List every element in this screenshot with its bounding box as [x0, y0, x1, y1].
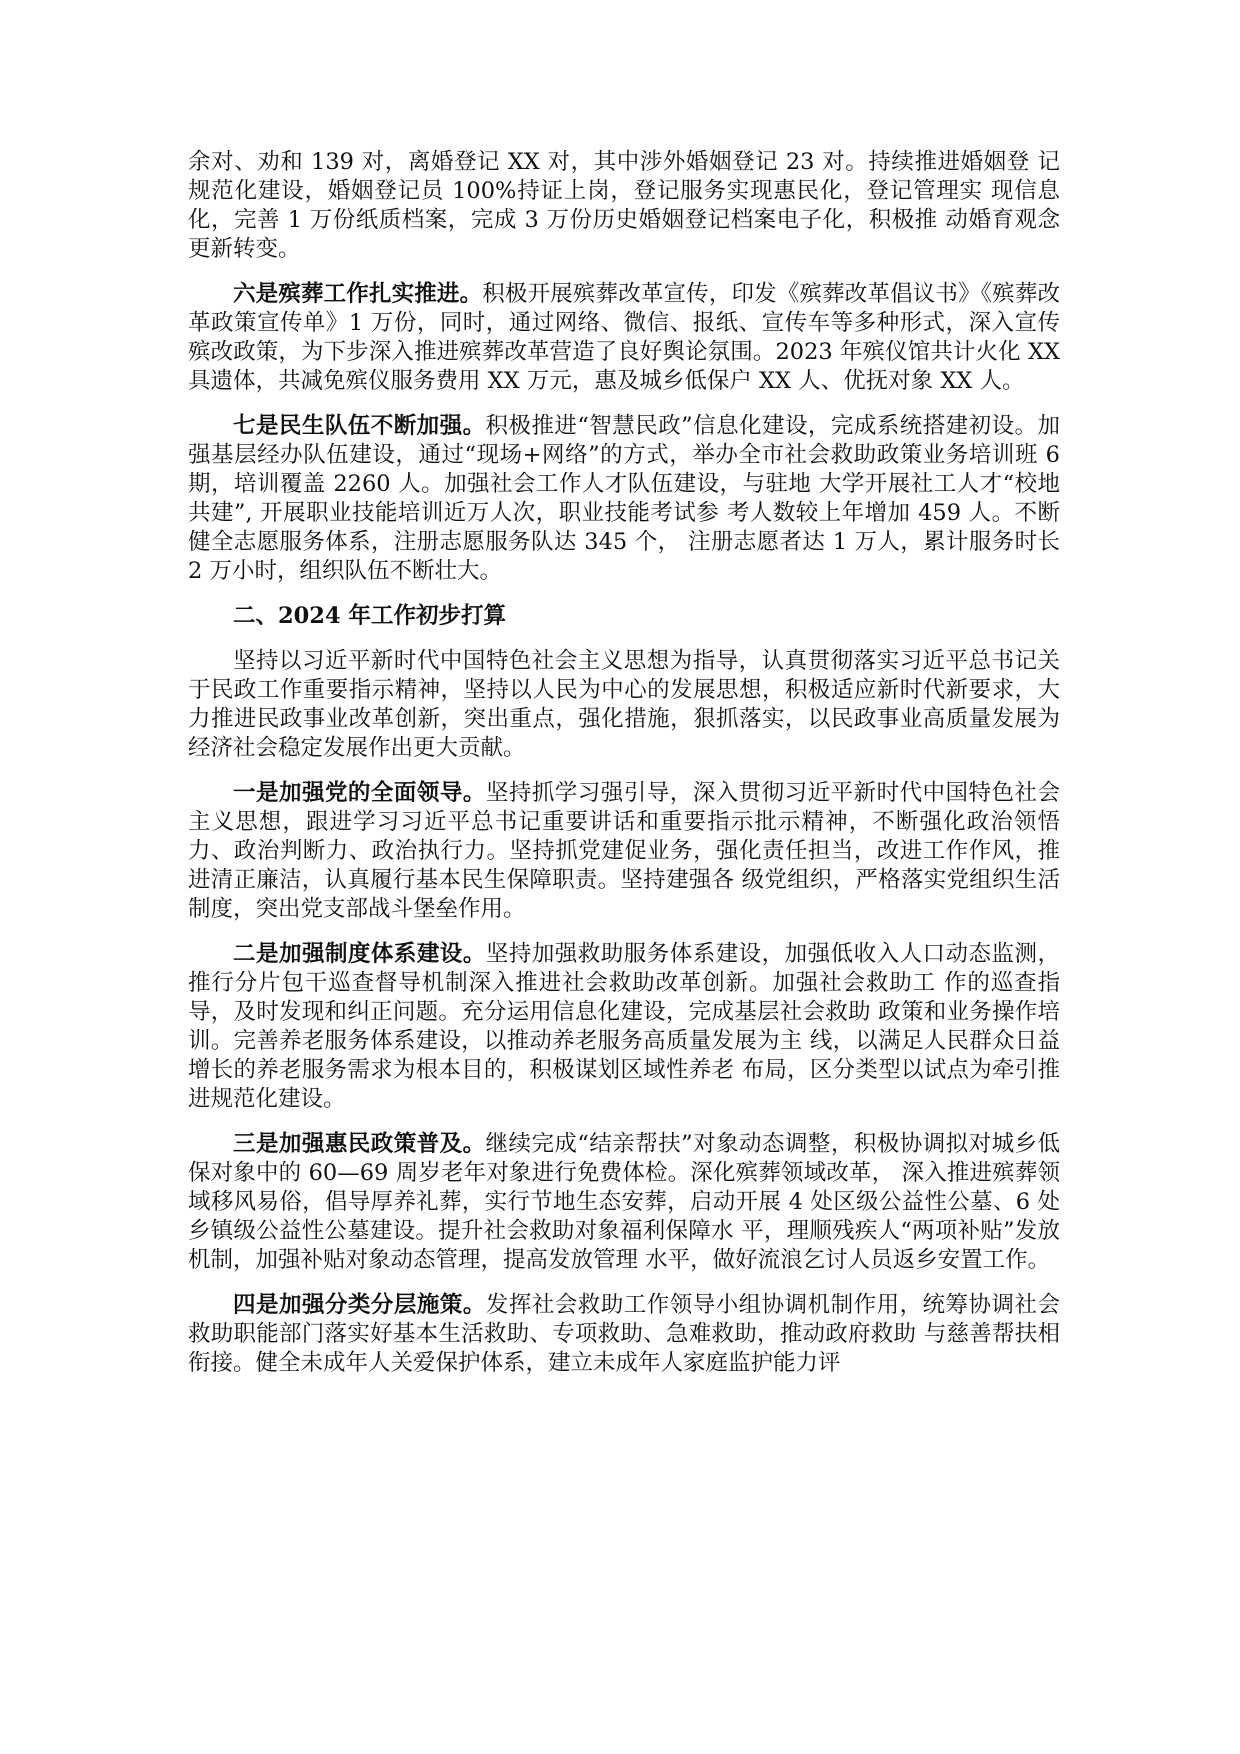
paragraph-lead: 六是殡葬工作扎实推进。 — [233, 281, 483, 307]
paragraph-system-building — [188, 940, 1060, 1114]
paragraph-policy-popularization — [188, 1130, 1060, 1275]
paragraph-party-leadership — [188, 779, 1060, 924]
section-heading-2024-plan: 二、2024 年工作初步打算 — [233, 603, 506, 629]
paragraph-body: 发挥社会救助工作领导小组协调机制作用，统筹协调社会救助职能部门落实好基本生活救助、专项救助、急难救助，推动政府救助 与慈善帮扶相衔接。健全未成年人关爱保护体系，建立未成年人家庭监护能力评 — [188, 1292, 1060, 1376]
paragraph-lead: 三是加强惠民政策普及。 — [233, 1131, 486, 1157]
paragraph-lead: 七是民生队伍不断加强。 — [233, 413, 486, 439]
paragraph-body: 积极开展殡葬改革宣传，印发《殡葬改革倡议书》《殡葬改革政策宣传单》1 万份，同时，通过网络、微信、报纸、宣传车等多种形式，深入宣传殡改政策，为下步深入推进殡葬改革营造了良好舆论氛围。2023 年殡仪馆共计火化 XX 具遗体，共减免殡仪服务费用 XX 万元，惠及城乡低保户 XX 人、优抚对象 XX 人。 — [188, 281, 1060, 394]
paragraph-funeral-work — [188, 280, 1060, 396]
paragraph-body: 继续完成“结亲帮扶”对象动态调整，积极协调拟对城乡低保对象中的 60—69 周岁老年对象进行免费体检。深化殡葬领域改革， 深入推进殡葬领域移风易俗，倡导厚养礼葬，实行节地生态安葬，启动开展 4 处区级公益性公墓、6 处乡镇级公益性公墓建设。提升社会救助对象福利保障水 平，理顺残疾人“两项补贴”发放机制，加强补贴对象动态管理，提高发放管理 水平，做好流浪乞讨人员返乡安置工作。 — [188, 1131, 1060, 1273]
paragraph-lead: 四是加强分类分层施策。 — [233, 1292, 486, 1318]
paragraph-body: 坚持抓学习强引导，深入贯彻习近平新时代中国特色社会主义思想，跟进学习习近平总书记重要讲话和重要指示批示精神，不断强化政治领悟力、政治判断力、政治执行力。坚持抓党建促业务，强化责任担当，改进工作作风，推进清正廉洁，认真履行基本民生保障职责。坚持建强各 级党组织，严格落实党组织生活制度，突出党支部战斗堡垒作用。 — [188, 780, 1060, 922]
paragraph-lead: 二是加强制度体系建设。 — [233, 941, 486, 967]
paragraph-guiding-principle: 坚持以习近平新时代中国特色社会主义思想为指导，认真贯彻落实习近平总书记关于民政工作重要指示精神，坚持以人民为中心的发展思想，积极适应新时代新要求，大力推进民政事业改革创新，突出重点，强化措施，狠抓落实，以民政事业高质量发展为经济社会稳定发展作出更大贡献。 — [188, 648, 1060, 761]
paragraph-livelihood-team — [188, 412, 1060, 586]
paragraph-lead: 一是加强党的全面领导。 — [233, 780, 486, 806]
paragraph-classified-measures — [188, 1291, 1060, 1378]
paragraph-body: 积极推进“智慧民政”信息化建设，完成系统搭建初设。加强基层经办队伍建设，通过“现场+网络”的方式，举办全市社会救助政策业务培训班 6 期，培训覆盖 2260 人。加强社会工作人才队伍建设，与驻地 大学开展社工人才“校地共建”, 开展职业技能培训近万人次，职业技能考试参 考人数较上年增加 459 人。不断健全志愿服务体系，注册志愿服务队达 345 个， 注册志愿者达 1 万人，累计服务时长 2 万小时，组织队伍不断壮大。 — [188, 413, 1060, 584]
paragraph-marriage-registration: 余对、劝和 139 对，离婚登记 XX 对，其中涉外婚姻登记 23 对。持续推进婚姻登 记规范化建设，婚姻登记员 100%持证上岗，登记服务实现惠民化，登记管理实 现信息化，完善 1 万份纸质档案，完成 3 万份历史婚姻登记档案电子化，积极推 动婚育观念更新转变。 — [188, 149, 1060, 262]
paragraph-body: 坚持加强救助服务体系建设，加强低收入人口动态监测，推行分片包干巡查督导机制深入推进社会救助改革创新。加强社会救助工 作的巡查指导，及时发现和纠正问题。充分运用信息化建设，完成基层社会救助 政策和业务操作培训。完善养老服务体系建设，以推动养老服务高质量发展为主 线，以满足人民群众日益增长的养老服务需求为根本目的，积极谋划区域性养老 布局，区分类型以试点为牵引推进规范化建设。 — [188, 941, 1060, 1112]
